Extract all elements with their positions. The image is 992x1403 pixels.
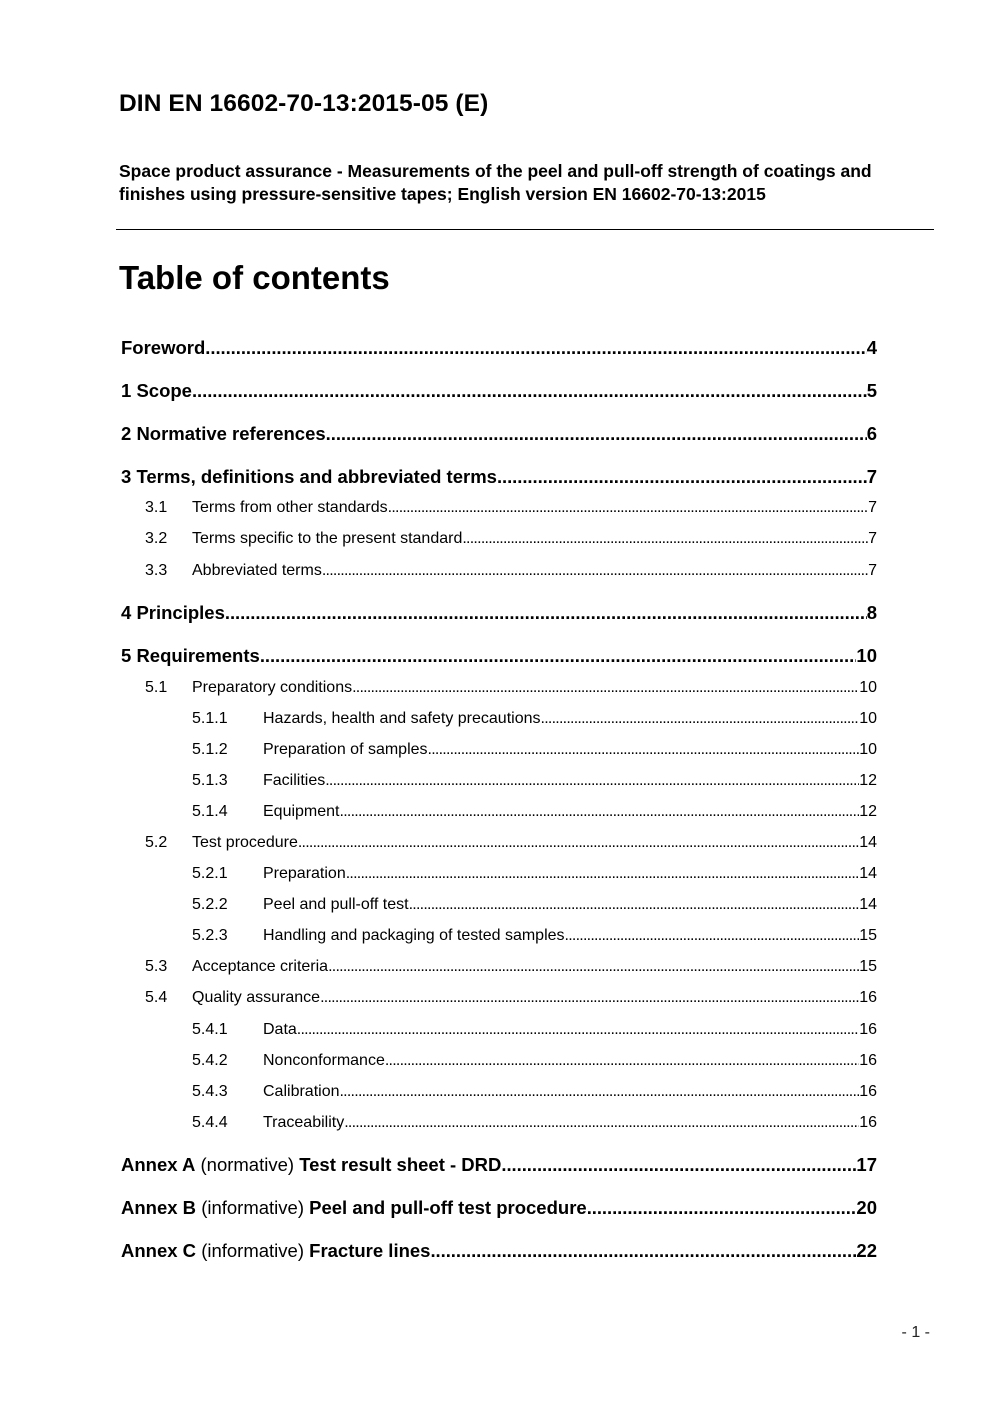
toc-entry-annex-c[interactable] bbox=[121, 1240, 877, 1262]
toc-entry-text: Hazards, health and safety precautions bbox=[263, 710, 541, 727]
annex-kind: (informative) bbox=[201, 1240, 304, 1261]
toc-entry-number: 1 bbox=[121, 380, 132, 401]
toc-entry-5-4[interactable] bbox=[145, 989, 877, 1007]
toc-entry-text: Requirements bbox=[136, 645, 260, 666]
toc-entry-5-1-4[interactable] bbox=[192, 803, 877, 821]
toc-entry-text: Scope bbox=[136, 380, 192, 401]
toc-entry-number: 3.3 bbox=[145, 562, 168, 579]
toc-entry-text: Fracture lines bbox=[309, 1240, 431, 1261]
dot-leader bbox=[541, 710, 860, 728]
dot-leader bbox=[225, 602, 867, 624]
toc-entry-5-2-1[interactable] bbox=[192, 865, 877, 883]
dot-leader bbox=[325, 772, 859, 790]
toc-entry-number: 5 bbox=[121, 645, 132, 666]
toc-entry-page: 7 bbox=[868, 562, 877, 579]
toc-entry-page: 20 bbox=[856, 1197, 877, 1218]
dot-leader bbox=[260, 645, 857, 667]
toc-entry-1[interactable] bbox=[121, 380, 877, 402]
toc-entry-number: 3 bbox=[121, 466, 132, 487]
toc-entry-number: 5.1 bbox=[145, 679, 168, 696]
document-title: Space product assurance - Measurements of the peel and pull-off strength of coatings and finishes using pressure-sensitive tapes; English version EN 16602-70-13:2015 bbox=[119, 161, 872, 204]
toc-entry-number: Annex C bbox=[121, 1240, 197, 1261]
toc-entry-text: Foreword bbox=[121, 337, 206, 358]
toc-entry-annex-a[interactable] bbox=[121, 1154, 877, 1176]
toc-entry-5-2-3[interactable] bbox=[192, 927, 877, 945]
toc-entry-text: Facilities bbox=[263, 772, 326, 789]
toc-entry-page: 7 bbox=[868, 530, 877, 547]
toc-entry-text: Acceptance criteria bbox=[192, 958, 329, 975]
dot-leader bbox=[328, 958, 859, 976]
toc-entry-5-3[interactable] bbox=[145, 958, 877, 976]
toc-heading: Table of contents bbox=[119, 259, 390, 296]
toc-entry-number: 5.4.4 bbox=[192, 1114, 228, 1131]
toc-entry-text: Test procedure bbox=[192, 834, 298, 851]
dot-leader bbox=[344, 1114, 859, 1132]
toc-entry-page: 4 bbox=[866, 337, 877, 358]
toc-entry-text: Terms from other standards bbox=[192, 499, 388, 516]
toc-entry-page: 12 bbox=[859, 772, 877, 789]
toc-entry-number: 3.1 bbox=[145, 499, 168, 516]
toc-entry-4[interactable] bbox=[121, 602, 877, 624]
toc-entry-page: 10 bbox=[856, 645, 877, 666]
toc-entry-5-1-3[interactable] bbox=[192, 772, 877, 790]
dot-leader bbox=[297, 1021, 859, 1039]
dot-leader bbox=[192, 380, 867, 402]
toc-entry-text: Handling and packaging of tested samples bbox=[263, 927, 565, 944]
toc-entry-number: 2 bbox=[121, 423, 132, 444]
toc-entry-page: 10 bbox=[859, 710, 877, 727]
toc-entry-page: 16 bbox=[859, 1052, 877, 1069]
dot-leader bbox=[497, 466, 867, 488]
toc-entry-number: 5.4.1 bbox=[192, 1021, 228, 1038]
toc-entry-5-4-1[interactable] bbox=[192, 1021, 877, 1039]
toc-entry-text: Equipment bbox=[263, 803, 340, 820]
toc-entry-page: 7 bbox=[866, 466, 877, 487]
dot-leader bbox=[388, 499, 868, 517]
dot-leader bbox=[298, 834, 859, 852]
dot-leader bbox=[428, 741, 860, 759]
toc-entry-number: 5.4.3 bbox=[192, 1083, 228, 1100]
dot-leader bbox=[339, 1083, 859, 1101]
toc-entry-annex-b[interactable] bbox=[121, 1197, 877, 1219]
toc-entry-5[interactable] bbox=[121, 645, 877, 667]
toc-entry-5-4-2[interactable] bbox=[192, 1052, 877, 1070]
dot-leader bbox=[409, 896, 860, 914]
dot-leader bbox=[205, 337, 866, 359]
dot-leader bbox=[385, 1052, 859, 1070]
toc-entry-text: Nonconformance bbox=[263, 1052, 385, 1069]
page-number: - 1 - bbox=[901, 1324, 930, 1341]
toc-entry-page: 17 bbox=[856, 1154, 877, 1175]
toc-entry-2[interactable] bbox=[121, 423, 877, 445]
toc-entry-number: Annex A bbox=[121, 1154, 196, 1175]
toc-entry-number: 3.2 bbox=[145, 530, 168, 547]
toc-entry-text: Calibration bbox=[263, 1083, 340, 1100]
toc-entry-text: Preparation bbox=[263, 865, 346, 882]
toc-entry-text: Preparatory conditions bbox=[192, 679, 353, 696]
toc-entry-page: 10 bbox=[859, 679, 877, 696]
toc-entry-page: 5 bbox=[866, 380, 877, 401]
toc-entry-text: Principles bbox=[136, 602, 225, 623]
document-id: DIN EN 16602-70-13:2015-05 (E) bbox=[119, 90, 489, 117]
toc-entry-page: 22 bbox=[856, 1240, 877, 1261]
dot-leader bbox=[346, 865, 859, 883]
toc-entry-3[interactable] bbox=[121, 466, 877, 488]
annex-kind: (informative) bbox=[201, 1197, 304, 1218]
toc-entry-number: 5.1.1 bbox=[192, 710, 228, 727]
toc-entry-number: 5.2.1 bbox=[192, 865, 228, 882]
toc-entry-page: 14 bbox=[859, 834, 877, 851]
toc-entry-text: Terms specific to the present standard bbox=[192, 530, 463, 547]
toc-entry-3-1[interactable] bbox=[145, 499, 877, 517]
dot-leader bbox=[587, 1197, 857, 1219]
toc-entry-number: 5.2.2 bbox=[192, 896, 228, 913]
toc-entry-text: Normative references bbox=[136, 423, 326, 444]
toc-entry-text: Preparation of samples bbox=[263, 741, 428, 758]
toc-entry-number: 5.3 bbox=[145, 958, 168, 975]
dot-leader bbox=[326, 423, 867, 445]
toc-entry-5-2-2[interactable] bbox=[192, 896, 877, 914]
toc-entry-text: Abbreviated terms bbox=[192, 562, 322, 579]
toc-entry-number: 5.2.3 bbox=[192, 927, 228, 944]
dot-leader bbox=[430, 1240, 856, 1262]
toc-entry-5-1-1[interactable] bbox=[192, 710, 877, 728]
toc-entry-text: Peel and pull-off test procedure bbox=[309, 1197, 587, 1218]
toc-entry-number: 5.1.3 bbox=[192, 772, 228, 789]
toc-entry-number: 5.2 bbox=[145, 834, 168, 851]
toc-entry-page: 8 bbox=[866, 602, 877, 623]
toc-entry-number: 5.1.4 bbox=[192, 803, 228, 820]
dot-leader bbox=[462, 530, 868, 548]
toc-entry-page: 16 bbox=[859, 989, 877, 1006]
toc-entry-5-4-3[interactable] bbox=[192, 1083, 877, 1101]
toc-entry-page: 14 bbox=[859, 896, 877, 913]
toc-entry-3-2[interactable] bbox=[145, 530, 877, 548]
toc-entry-text: Test result sheet - DRD bbox=[299, 1154, 502, 1175]
toc-entry-5-1[interactable] bbox=[145, 679, 877, 697]
toc-entry-text: Peel and pull-off test bbox=[263, 896, 409, 913]
dot-leader bbox=[501, 1154, 856, 1176]
toc-entry-page: 7 bbox=[868, 499, 877, 516]
toc-entry-page: 16 bbox=[859, 1021, 877, 1038]
dot-leader bbox=[352, 679, 859, 697]
toc-entry-5-1-2[interactable] bbox=[192, 741, 877, 759]
dot-leader bbox=[565, 927, 860, 945]
toc-entry-text: Terms, definitions and abbreviated terms bbox=[136, 466, 497, 487]
toc-entry-3-3[interactable] bbox=[145, 562, 877, 580]
toc-entry-page: 15 bbox=[859, 927, 877, 944]
dot-leader bbox=[322, 562, 868, 580]
toc-entry-page: 12 bbox=[859, 803, 877, 820]
annex-kind: (normative) bbox=[200, 1154, 295, 1175]
dot-leader bbox=[320, 989, 859, 1007]
toc-entry-5-4-4[interactable] bbox=[192, 1114, 877, 1132]
toc-entry-page: 6 bbox=[866, 423, 877, 444]
toc-entry-text: Quality assurance bbox=[192, 989, 321, 1006]
toc-entry-page: 14 bbox=[859, 865, 877, 882]
toc-entry-page: 16 bbox=[859, 1114, 877, 1131]
toc-entry-page: 15 bbox=[859, 958, 877, 975]
toc-entry-text: Traceability bbox=[263, 1114, 345, 1131]
dot-leader bbox=[340, 803, 860, 821]
toc-entry-number: 5.4 bbox=[145, 989, 168, 1006]
toc-entry-number: 4 bbox=[121, 602, 132, 623]
toc-entry-foreword[interactable] bbox=[121, 337, 877, 359]
toc-entry-page: 16 bbox=[859, 1083, 877, 1100]
toc-entry-number: 5.4.2 bbox=[192, 1052, 228, 1069]
toc-entry-number: Annex B bbox=[121, 1197, 197, 1218]
toc-entry-number: 5.1.2 bbox=[192, 741, 228, 758]
toc-entry-page: 10 bbox=[859, 741, 877, 758]
toc-entry-5-2[interactable] bbox=[145, 834, 877, 852]
toc-entry-text: Data bbox=[263, 1021, 297, 1038]
